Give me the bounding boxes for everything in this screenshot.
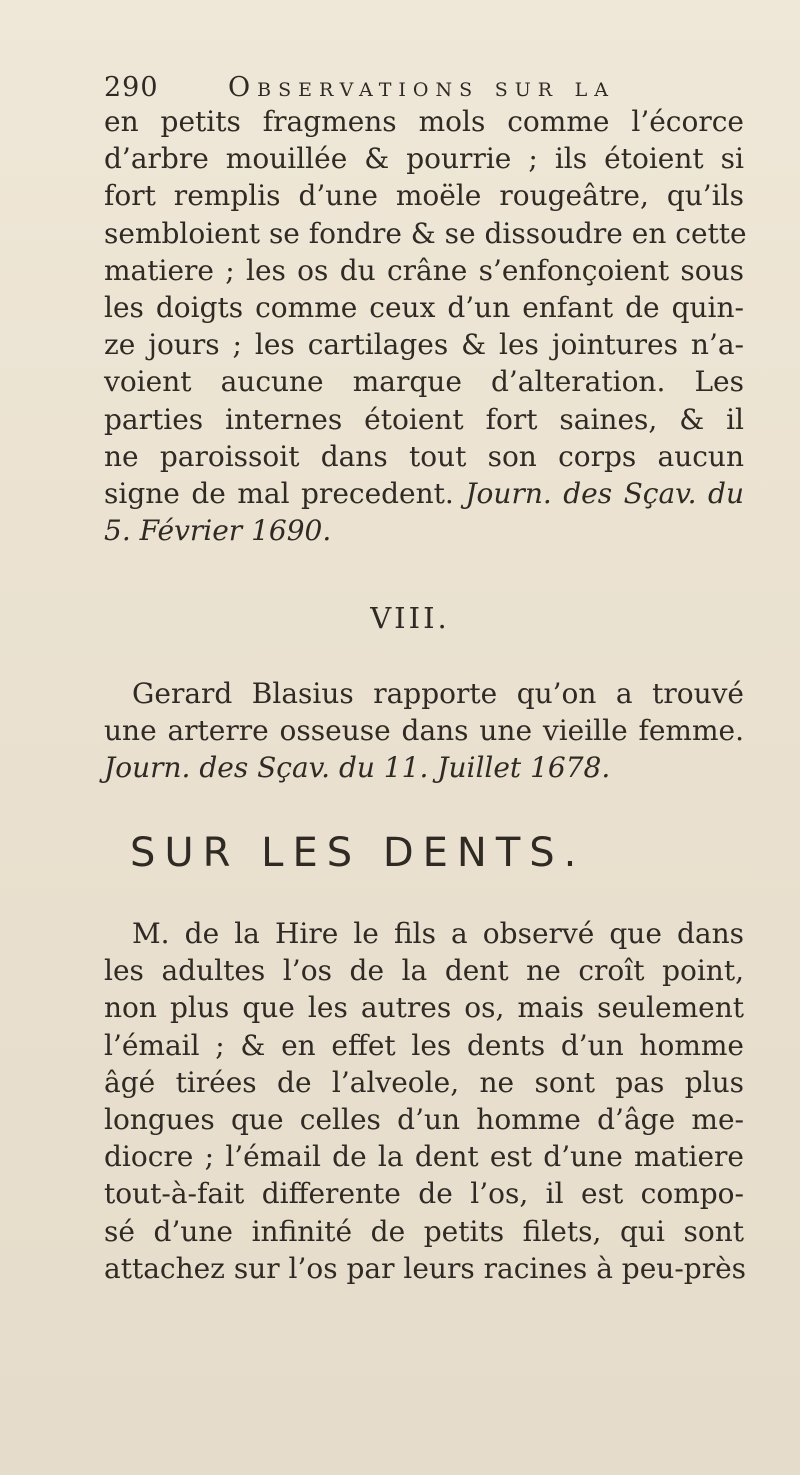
text-line: les adultes l’os de la dent ne croît point, xyxy=(104,954,744,988)
text-line: tout-à-fait differente de l’os, il est compo- xyxy=(104,1177,744,1211)
paragraph-2 xyxy=(104,675,744,787)
text-line: l’émail ; & en effet les dents d’un homme xyxy=(104,1028,744,1062)
text-line: une arterre osseuse dans une vieille femme. xyxy=(104,714,744,748)
text-line xyxy=(104,475,744,512)
text-line: parties internes étoient fort saines, & il xyxy=(104,402,744,436)
text-line: ze jours ; les cartilages & les jointures n’a- xyxy=(104,328,744,362)
running-title: Observations sur la xyxy=(228,72,615,103)
text-line: d’arbre mouillée & pourrie ; ils étoient si xyxy=(104,142,744,176)
section-heading: SUR LES DENTS. xyxy=(130,830,586,876)
citation-continued: 5. Février 1690. xyxy=(104,514,332,548)
text-line: non plus que les autres os, mais seulement xyxy=(104,991,744,1025)
text-line: sembloient se fondre & se dissoudre en cette xyxy=(104,216,747,250)
text-line: Gerard Blasius rapporte qu’on a trouvé xyxy=(132,677,744,710)
text-line: âgé tirées de l’alveole, ne sont pas plus xyxy=(104,1065,744,1099)
text-line: ne paroissoit dans tout son corps aucun xyxy=(104,439,744,473)
citation: Journ. des Sçav. du xyxy=(465,477,744,511)
text-line: longues que celles d’un homme d’âge me- xyxy=(104,1103,744,1137)
page-number: 290 xyxy=(104,72,159,103)
paragraph-1 xyxy=(104,103,747,549)
section-number: VIII. xyxy=(370,601,450,635)
text-line: matiere ; les os du crâne s’enfonçoient sous xyxy=(104,253,744,287)
citation: Journ. des Sçav. du 11. Juillet 1678. xyxy=(104,751,611,785)
text-line: les doigts comme ceux d’un enfant de quin- xyxy=(104,291,744,325)
text-line: sé d’une infinité de petits filets, qui sont xyxy=(104,1214,744,1248)
text-line: en petits fragmens mols comme l’écorce xyxy=(104,105,744,138)
text-fragment: signe de mal precedent. xyxy=(104,477,454,511)
text-line: M. de la Hire le fils a observé que dans xyxy=(132,917,744,950)
text-line: voient aucune marque d’alteration. Les xyxy=(104,365,744,399)
paragraph-3 xyxy=(104,915,747,1287)
text-line: diocre ; l’émail de la dent est d’une matiere xyxy=(104,1140,744,1174)
text-line: fort remplis d’une moële rougeâtre, qu’ils xyxy=(104,179,744,213)
text-line: attachez sur l’os par leurs racines à peu-près xyxy=(104,1251,747,1285)
